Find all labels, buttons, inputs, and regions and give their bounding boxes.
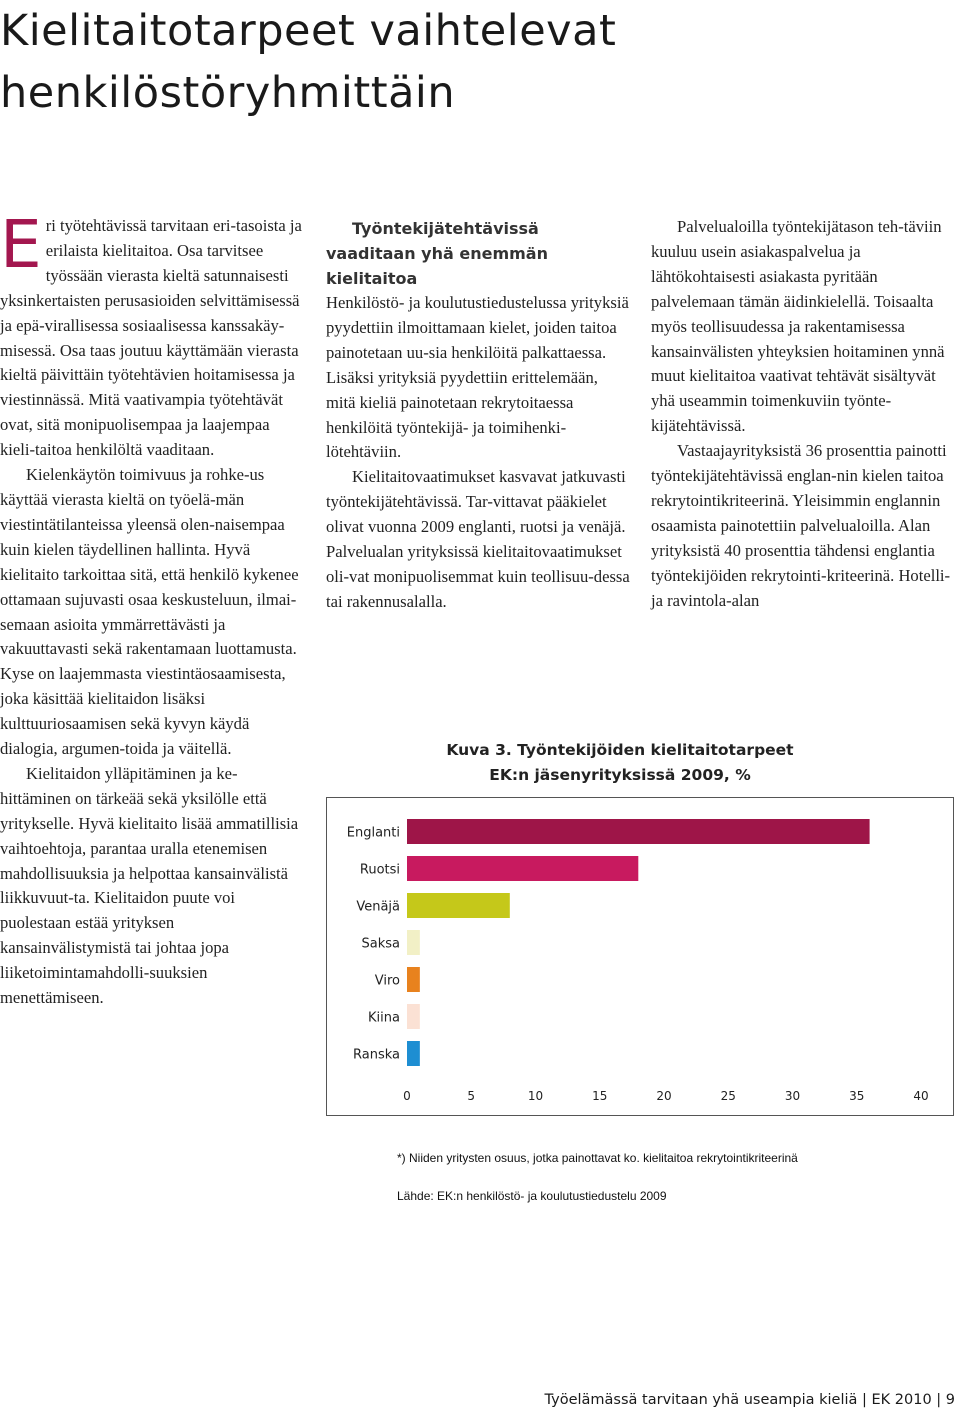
category-label: Viro [374,973,400,989]
col2-paragraph-2: Kielitaitovaatimukset kasvavat jatkuvasti työntekijätehtävissä. Tar-vittavat pääkielet olivat vuonna 2009 englanti, ruotsi ja venäjä. Palvelualan yrityksissä kielitaitovaatimukset oli-vat monipuolisemmat kuin teollisuu-dessa tai rakennusalalla. [326,467,630,611]
col1-paragraph-1 [0,206,303,463]
col1-paragraph-2: Kielenkäytön toimivuus ja rohke-us käyttää vierasta kieltä on työelä-män viestintätilanteissa yleensä olen-naisempaa kuin kielen täydellinen hallinta. Hyvä kielitaito tarkoittaa sitä, että henkilö kykenee ottamaan sujuvasti osaa keskusteluun, ilmai-semaan asioita ymmärrettävästi ja vakuuttavasti sekä rakentamaan luottamusta. Kyse on laajemmasta viestintäosaamisesta, joka käsittää kielitaidon lisäksi kulttuuriosaamisen sekä kyvyn käydä dialogia, argumen-toida ja väitellä. [0,465,299,759]
x-tick-label: 0 [403,1089,411,1103]
x-tick-label: 25 [720,1089,736,1103]
x-tick-label: 15 [592,1089,608,1103]
x-tick-label: 40 [913,1089,929,1103]
page-title [0,0,900,124]
category-label: Ruotsi [359,862,400,878]
col3-paragraph-2: Vastaajayrityksistä 36 prosenttia painotti työntekijätehtävissä englan-nin kielen taitoa rekrytointikriteerinä. Yleisimmin englannin osaamista painotettiin palvelualoilla. Alan yrityksistä 40 prosenttia tähdensi englantia työntekijöiden rekrytointi-kriteerinä. Hotelli- ja ravintola-alan [651,441,951,610]
bar-englanti [407,819,870,844]
col2-paragraph-1: Henkilöstö- ja koulutustiedustelussa yrityksiä pyydettiin ilmoittamaan kielet, joiden taitoa painotetaan uu-sia henkilöitä palkattaessa. Lisäksi yrityksiä pyydettiin erittelemään, mitä kieliä painotetaan rekrytoitaessa henkilöitä työntekijä- ja toimihenki-lötehtäviin. [326,293,629,462]
column-3 [651,215,958,614]
category-label: Venäjä [356,899,400,915]
chart-title-line2: EK:n jäsenyrityksissä 2009, % [489,766,751,784]
page-title-line2: henkilöstöryhmittäin [0,68,456,118]
bar-venäjä [407,893,510,918]
column-2 [326,216,631,615]
x-tick-label: 35 [849,1089,865,1103]
x-tick-label: 20 [656,1089,672,1103]
bar-viro [407,967,420,992]
col1-paragraph-3: Kielitaidon ylläpitäminen ja ke-hittäminen on tärkeää sekä yksilölle että yritykselle. Hyvä kielitaito lisää ammatillisia vaihtoehtoja, parantaa uralla etenemisen mahdollisuuksia ja helpottaa kansainvälistä liikkuvuut-ta. Kielitaidon puute voi puolestaan estää yrityksen kansainvälistymistä tai johtaa jopa liiketoimintamahdolli-suuksien menettämiseen. [0,763,299,1008]
page-title-line1: Kielitaitotarpeet vaihtelevat [0,6,617,56]
col2-heading: Työntekijätehtävissä vaaditaan yhä enemmän kielitaitoa [326,219,548,288]
x-tick-label: 10 [527,1089,544,1103]
column-1 [0,206,303,1011]
bar-saksa [407,930,420,955]
drop-cap: E [0,206,42,283]
category-label: Saksa [361,936,400,952]
chart-footnote: *) Niiden yritysten osuus, jotka painottavat ko. kielitaitoa rekrytointikriteerinä [397,1151,798,1165]
category-label: Ranska [353,1047,400,1063]
bar-ranska [407,1041,420,1066]
bar-ruotsi [407,856,638,881]
chart-title [420,738,820,788]
category-label: Englanti [346,825,400,841]
bar-kiina [407,1004,420,1029]
col3-paragraph-1: Palvelualoilla työntekijätason teh-täviin kuuluu usein asiakaspalvelua ja lähtökohtaisesti asiakasta pyritään palvelemaan tämän äidinkielellä. Toisaalta myös teollisuudessa ja rakentamisessa kansainvälisten yhteyksien hoitaminen ynnä muut kielitaitoa vaativat tehtävät sisältyvät yhä useammin toimenkuviin työnte-kijätehtävissä. [651,217,945,436]
x-tick-label: 5 [467,1089,476,1103]
category-label: Kiina [368,1010,400,1026]
language-bar-chart [326,797,954,1116]
chart-source: Lähde: EK:n henkilöstö- ja koulutustiedustelu 2009 [397,1189,667,1203]
chart-title-line1: Kuva 3. Työntekijöiden kielitaitotarpeet [446,741,794,759]
page-footer: Työelämässä tarvitaan yhä useampia kieliä | EK 2010 | 9 [544,1392,955,1408]
col1-paragraph-1-text: ri työtehtävissä tarvitaan eri-tasoista ja erilaista kielitaitoa. Osa tarvitsee työssään vierasta kieltä satunnaisesti yksinkertaisten perusasioiden selvittämisessä ja epä-virallisessa sosiaalisessa kanssakäy-misessä. Osa taas joutuu käyttämään vierasta kieltä päivittäin työtehtävien hoitamisessa ja viestinnässä. Mitä vaativampia työtehtävät ovat, sitä monipuolisempaa ja laajempaa kieli-taitoa henkilöltä vaaditaan. [0,216,302,460]
x-tick-label: 30 [784,1089,801,1103]
